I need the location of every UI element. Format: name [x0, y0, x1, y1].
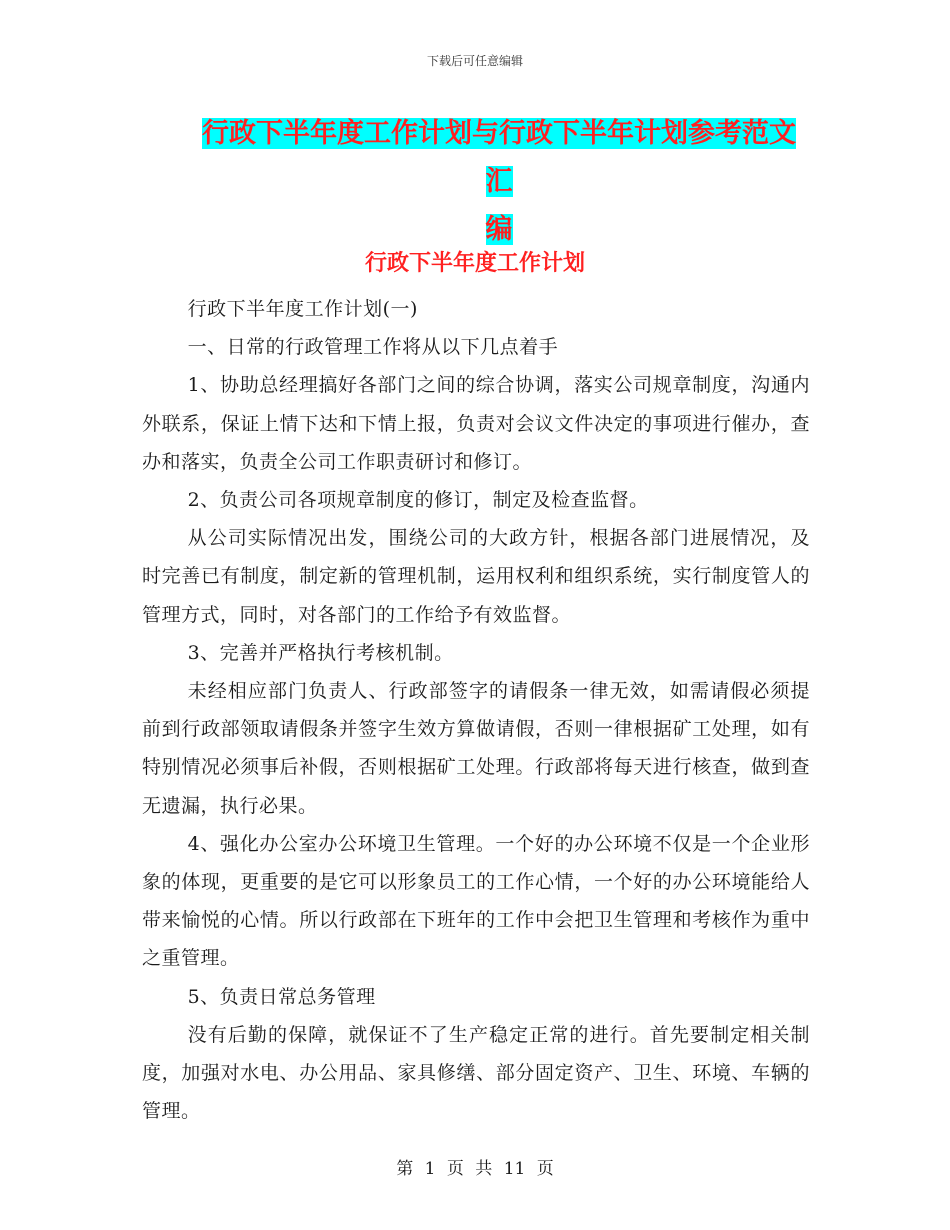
paragraph: 5、负责日常总务管理	[187, 985, 376, 1008]
paragraph: 2、负责公司各项规章制度的修订，制定及检查监督。	[187, 489, 649, 512]
paragraph: 行政下半年度工作计划(一)	[187, 298, 418, 320]
page-footer: 第 1 页 共 11 页	[396, 1159, 554, 1179]
document-title-line-2: 编	[485, 214, 513, 245]
header-note: 下载后可任意编辑	[426, 54, 523, 68]
paragraph: 没有后勤的保障，就保证不了生产稳定正常的进行。首先要制定相关制度，加强对水电、办公用品、家具修缮、部分固定资产、卫生、环境、车辆的管理。	[142, 1023, 810, 1123]
body-text	[142, 290, 810, 1130]
paragraph: 从公司实际情况出发，围绕公司的大政方针，根据各部门进展情况，及时完善已有制度，制定新的管理机制，运用权利和组织系统，实行制度管人的管理方式，同时，对各部门的工作给予有效监督。	[142, 527, 810, 626]
section-title: 行政下半年度工作计划	[364, 251, 585, 276]
paragraph: 未经相应部门负责人、行政部签字的请假条一律无效，如需请假必须提前到行政部领取请假条并签字生效方算做请假，否则一律根据矿工处理，如有特别情况必须事后补假，否则根据矿工处理。行政部将每天进行核查，做到查无遗漏，执行必果。	[142, 680, 810, 817]
document-title-line-1: 行政下半年度工作计划与行政下半年计划参考范文汇	[202, 118, 796, 197]
paragraph: 一、日常的行政管理工作将从以下几点着手	[187, 336, 559, 359]
paragraph: 3、完善并严格执行考核机制。	[187, 641, 454, 664]
document-title	[193, 110, 805, 254]
paragraph: 1、协助总经理搞好各部门之间的综合协调，落实公司规章制度，沟通内外联系，保证上情下达和下情上报，负责对会议文件决定的事项进行催办，查办和落实，负责全公司工作职责研讨和修订。	[142, 374, 810, 473]
paragraph: 4、强化办公室办公环境卫生管理。一个好的办公环境不仅是一个企业形象的体现，更重要的是它可以形象员工的工作心情，一个好的办公环境能给人带来愉悦的心情。所以行政部在下班年的工作中会把卫生管理和考核作为重中之重管理。	[142, 832, 810, 970]
